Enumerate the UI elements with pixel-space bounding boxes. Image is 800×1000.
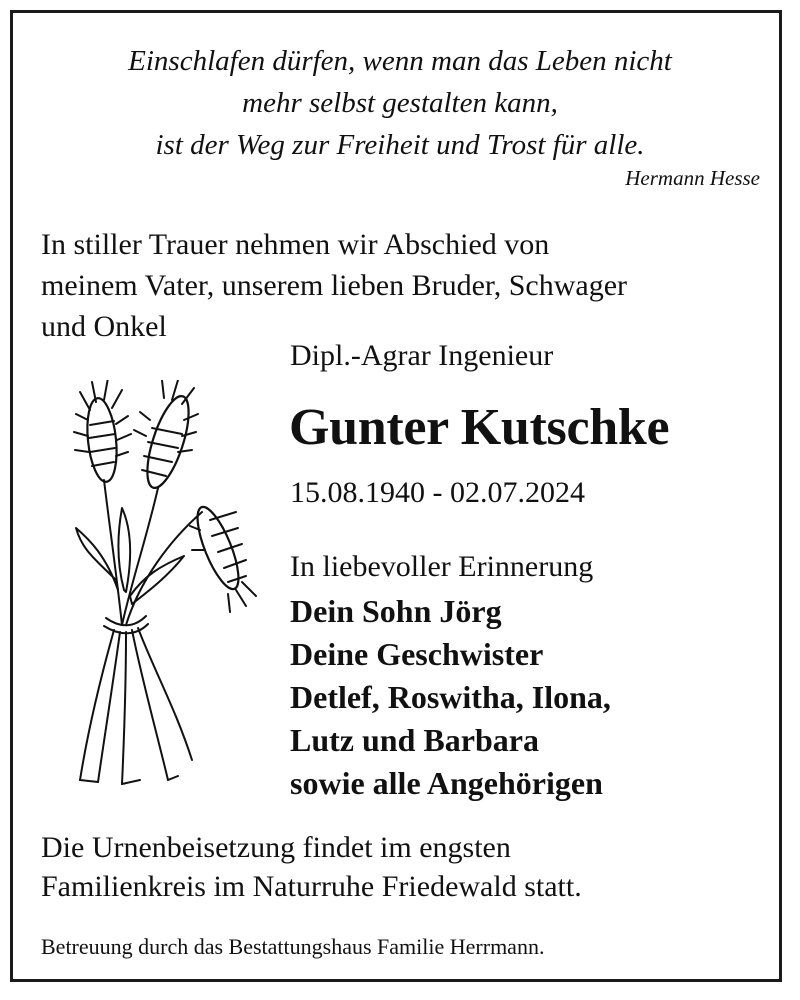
quote-line: ist der Weg zur Freiheit und Trost für alle. [155,129,645,161]
intro-text [41,224,761,347]
deceased-title: Dipl.-Agrar Ingenieur [290,339,554,372]
mourner-line: Dein Sohn Jörg [290,593,502,629]
deceased-name: Gunter Kutschke [289,399,670,456]
quote [0,40,800,166]
mourner-line: sowie alle Angehörigen [290,765,603,801]
memory-line: In liebevoller Erinnerung [290,550,594,583]
funeral-home-note: Betreuung durch das Bestattungshaus Familie Herrmann. [41,934,545,959]
intro-line: meinem Vater, unserem lieben Bruder, Schwager [41,269,628,302]
burial-line: Die Urnenbeisetzung findet im engsten [41,831,511,864]
mourner-line: Lutz und Barbara [290,722,539,758]
mourner-line: Detlef, Roswitha, Ilona, [290,679,611,715]
wheat-bundle-icon [60,380,260,800]
quote-line: Einschlafen dürfen, wenn man das Leben nicht [128,45,672,77]
quote-author: Hermann Hesse [625,166,760,190]
burial-line: Familienkreis im Naturruhe Friedewald statt. [41,870,582,903]
intro-line: In stiller Trauer nehmen wir Abschied von [41,228,550,261]
mourners-list [290,590,611,805]
quote-line: mehr selbst gestalten kann, [242,87,558,119]
mourner-line: Deine Geschwister [290,636,544,672]
burial-notice [41,828,582,906]
life-dates: 15.08.1940 - 02.07.2024 [290,476,585,509]
intro-line: und Onkel [41,310,167,343]
